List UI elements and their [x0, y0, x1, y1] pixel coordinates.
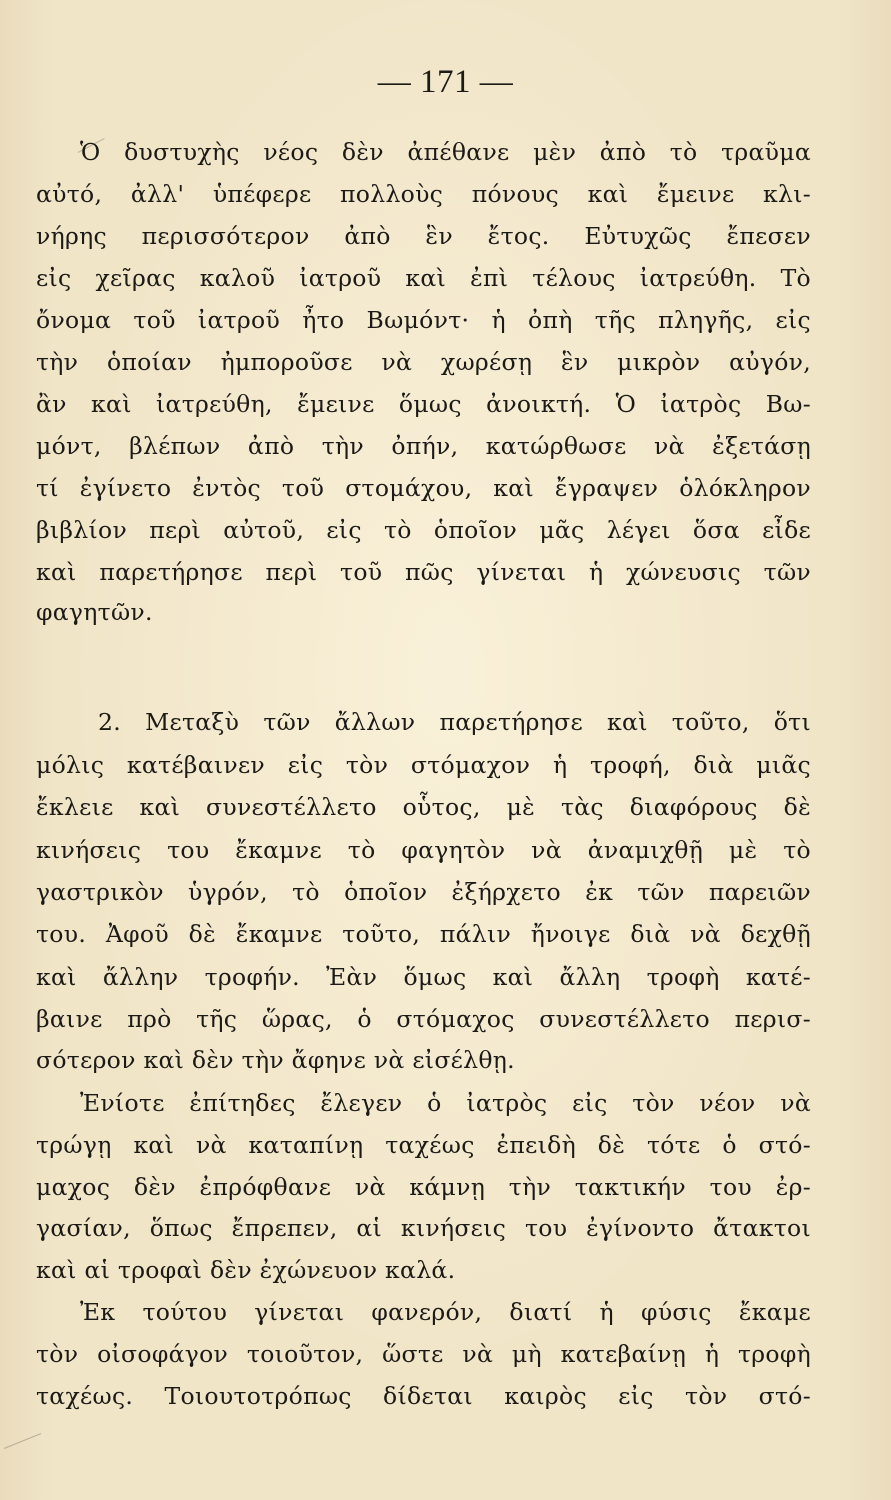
- text-line: εἰς χεῖρας καλοῦ ἰατροῦ καὶ ἐπὶ τέλους ἰατρεύθη. Τὸ: [36, 264, 811, 292]
- text-line: τρώγῃ καὶ νὰ καταπίνῃ ταχέως ἐπειδὴ δὲ τότε ὁ στό-: [36, 1131, 811, 1159]
- text-line: καὶ αἱ τροφαὶ δὲν ἐχώνευον καλά.: [36, 1256, 456, 1284]
- text-line: τὴν ὁποίαν ἠμποροῦσε νὰ χωρέσῃ ἓν μικρὸν αὐγόν,: [36, 348, 811, 376]
- text-line: Ἐνίοτε ἐπίτηδες ἔλεγεν ὁ ἰατρὸς εἰς τὸν νέον νὰ: [80, 1089, 811, 1117]
- text-line: καὶ παρετήρησε περὶ τοῦ πῶς γίνεται ἡ χώνευσις τῶν: [36, 558, 811, 586]
- text-line: Ἐκ τούτου γίνεται φανερόν, διατί ἡ φύσις ἔκαμε: [80, 1298, 811, 1326]
- text-line: γασίαν, ὅπως ἔπρεπεν, αἱ κινήσεις του ἐγίνοντο ἄτακτοι: [36, 1214, 811, 1242]
- text-line: βαινε πρὸ τῆς ὥρας, ὁ στόμαχος συνεστέλλετο περισ-: [36, 1005, 811, 1033]
- pencil-mark: [4, 1433, 41, 1449]
- text-line: τί ἐγίνετο ἐντὸς τοῦ στομάχου, καὶ ἔγραψεν ὁλόκληρον: [36, 474, 811, 502]
- text-line: ὄνομα τοῦ ἰατροῦ ἦτο Βωμόντ· ἡ ὀπὴ τῆς πληγῆς, εἰς: [36, 306, 811, 334]
- page-number: — 171 —: [377, 64, 514, 100]
- text-line: ἔκλειε καὶ συνεστέλλετο οὗτος, μὲ τὰς διαφόρους δὲ: [36, 793, 811, 821]
- text-line: μόλις κατέβαινεν εἰς τὸν στόμαχον ἡ τροφή, διὰ μιᾶς: [36, 751, 811, 779]
- text-line: γαστρικὸν ὑγρόν, τὸ ὁποῖον ἐξήρχετο ἐκ τῶν παρειῶν: [36, 878, 811, 906]
- text-line: μόντ, βλέπων ἀπὸ τὴν ὀπήν, κατώρθωσε νὰ ἐξετάσῃ: [36, 432, 811, 460]
- text-line: Ὁ δυστυχὴς νέος δὲν ἀπέθανε μὲν ἀπὸ τὸ τραῦμα: [80, 138, 811, 166]
- text-line: καὶ ἄλλην τροφήν. Ἐὰν ὅμως καὶ ἄλλη τροφὴ κατέ-: [36, 963, 811, 991]
- text-line: ἂν καὶ ἰατρεύθη, ἔμεινε ὅμως ἀνοικτή. Ὁ ἰατρὸς Βω-: [36, 390, 811, 418]
- text-line: μαχος δὲν ἐπρόφθανε νὰ κάμνῃ τὴν τακτικήν του ἐρ-: [36, 1173, 811, 1201]
- text-line: κινήσεις του ἔκαμνε τὸ φαγητὸν νὰ ἀναμιχθῇ μὲ τὸ: [36, 836, 811, 864]
- text-line: σότερον καὶ δὲν τὴν ἄφηνε νὰ εἰσέλθῃ.: [36, 1046, 515, 1074]
- text-line: βιβλίον περὶ αὐτοῦ, εἰς τὸ ὁποῖον μᾶς λέγει ὅσα εἶδε: [36, 516, 811, 544]
- text-line: νήρης περισσότερον ἀπὸ ἓν ἔτος. Εὐτυχῶς ἔπεσεν: [36, 222, 811, 250]
- text-line: ταχέως. Τοιουτοτρόπως δίδεται καιρὸς εἰς τὸν στό-: [36, 1382, 811, 1410]
- text-line: τὸν οἰσοφάγον τοιοῦτον, ὥστε νὰ μὴ κατεβαίνῃ ἡ τροφὴ: [36, 1340, 811, 1368]
- text-line: αὐτό, ἀλλ' ὑπέφερε πολλοὺς πόνους καὶ ἔμεινε κλι-: [36, 180, 811, 208]
- text-line: φαγητῶν.: [36, 598, 153, 626]
- text-line: 2. Μεταξὺ τῶν ἄλλων παρετήρησε καὶ τοῦτο, ὅτι: [98, 708, 811, 736]
- text-line: του. Ἀφοῦ δὲ ἔκαμνε τοῦτο, πάλιν ἤνοιγε διὰ νὰ δεχθῇ: [36, 920, 811, 948]
